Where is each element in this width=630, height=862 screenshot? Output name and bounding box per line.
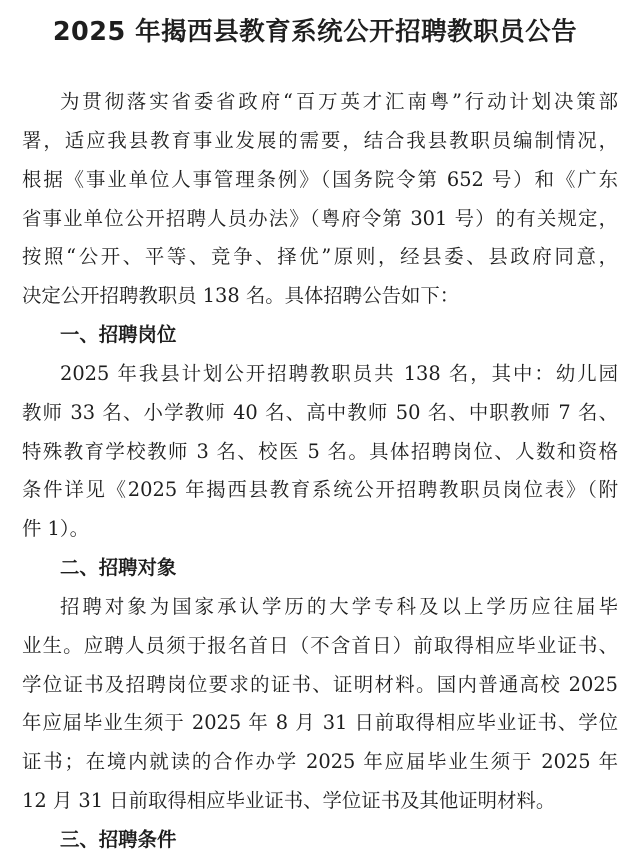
intro-line: 省事业单位公开招聘人员办法》（粤府令第 301 号）的有关规定，	[22, 207, 618, 230]
section-line: 件 1）。	[22, 517, 89, 540]
intro-line: 根据《事业单位人事管理条例》（国务院令第 652 号）和《广东	[22, 168, 618, 191]
section-line: 条件详见《2025 年揭西县教育系统公开招聘教职员岗位表》（附	[22, 478, 618, 501]
intro-line: 按照“公开、平等、竞争、择优”原则，经县委、县政府同意，	[22, 245, 618, 268]
section-line: 2025 年我县计划公开招聘教职员共 138 名，其中：幼儿园	[60, 362, 618, 385]
section-heading-targets: 二、招聘对象	[60, 556, 177, 579]
section-line: 年应届毕业生须于 2025 年 8 月 31 日前取得相应毕业证书、学位	[22, 711, 618, 734]
section-line: 证书；在境内就读的合作办学 2025 年应届毕业生须于 2025 年	[22, 750, 618, 773]
section-heading-conditions: 三、招聘条件	[60, 828, 177, 851]
intro-line: 为贯彻落实省委省政府“百万英才汇南粤”行动计划决策部	[60, 90, 618, 113]
section-line: 教师 33 名、小学教师 40 名、高中教师 50 名、中职教师 7 名、	[22, 401, 618, 424]
section-line: 招聘对象为国家承认学历的大学专科及以上学历应往届毕	[60, 595, 618, 618]
document-title: 2025 年揭西县教育系统公开招聘教职员公告	[52, 17, 578, 47]
section-line: 学位证书及招聘岗位要求的证书、证明材料。国内普通高校 2025	[22, 673, 618, 696]
section-line: 12 月 31 日前取得相应毕业证书、学位证书及其他证明材料。	[22, 789, 556, 812]
section-heading-positions: 一、招聘岗位	[60, 323, 177, 346]
section-line: 业生。应聘人员须于报名首日（不含首日）前取得相应毕业证书、	[22, 634, 618, 657]
section-line: 特殊教育学校教师 3 名、校医 5 名。具体招聘岗位、人数和资格	[22, 440, 618, 463]
intro-line: 决定公开招聘教职员 138 名。具体招聘公告如下：	[22, 284, 460, 307]
intro-line: 署，适应我县教育事业发展的需要，结合我县教职员编制情况，	[22, 129, 618, 152]
